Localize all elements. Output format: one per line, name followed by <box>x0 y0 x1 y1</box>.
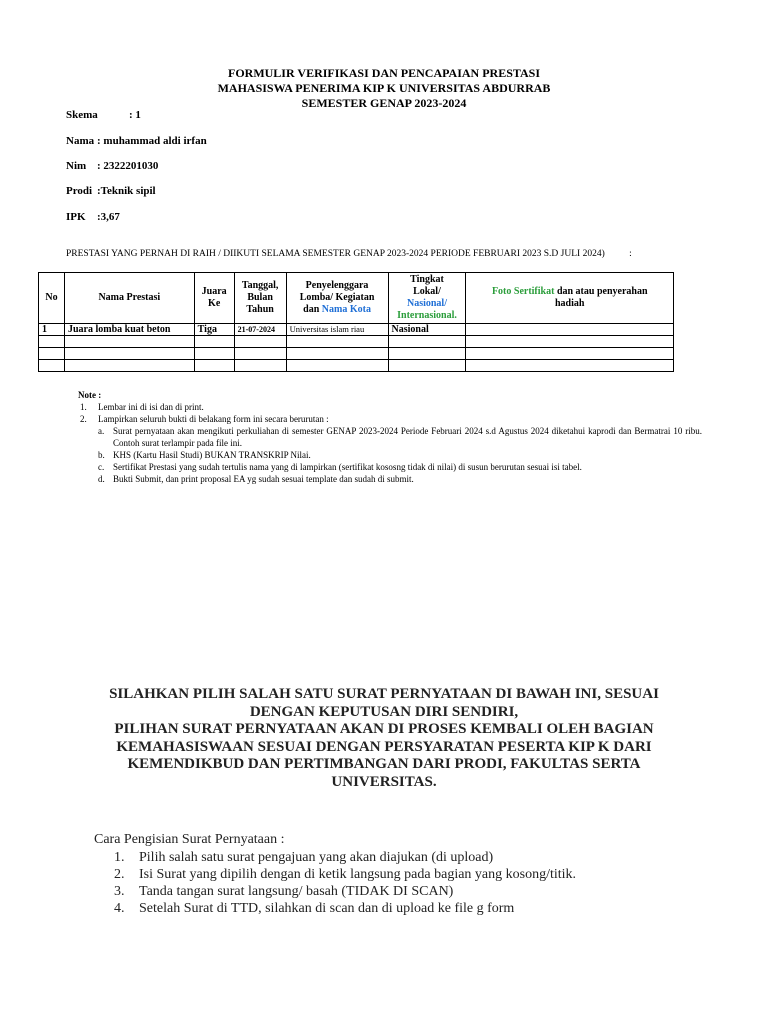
col-header-tingkat <box>388 273 466 324</box>
note-sub-c <box>98 461 702 473</box>
col-header-juara <box>194 273 234 324</box>
nim-value: : 2322201030 <box>97 160 159 172</box>
cell-nama-prestasi <box>64 360 194 372</box>
note-sub-d <box>98 473 702 485</box>
cell-juara: Tiga <box>194 324 234 336</box>
field-ipk <box>66 211 120 223</box>
note-sub-d-letter: d. <box>98 474 105 484</box>
cell-no <box>39 348 65 360</box>
title-line-2: MAHASISWA PENERIMA KIP K UNIVERSITAS ABDURRAB <box>217 81 551 95</box>
cara-item-text: Setelah Surat di TTD, silahkan di scan dan di upload ke file g form <box>139 901 515 916</box>
list-item <box>114 883 576 900</box>
col-header-penyelenggara <box>286 273 388 324</box>
col-header-tingkat-line3: Nasional/ <box>406 298 447 309</box>
cell-juara <box>194 336 234 348</box>
col-header-foto-sertifikat: Foto Sertifikat <box>491 286 555 297</box>
col-header-juara-line1: Juara <box>201 286 227 297</box>
cell-penyelenggara <box>286 360 388 372</box>
notice-line-2: DENGAN KEPUTUSAN DIRI SENDIRI, <box>249 703 519 720</box>
col-header-juara-line2: Ke <box>208 298 221 309</box>
cell-nama-prestasi <box>64 336 194 348</box>
note-sub-a-text: Surat pernyataan akan mengikuti perkuliahan di semester GENAP 2023-2024 Periode Februari 2024 s.d Agustus 2024 diketahui kaprodi dan Bermatrai 10 ribu. Contoh surat terlampir pada file ini. <box>113 426 702 448</box>
prodi-value: :Teknik sipil <box>97 185 156 197</box>
cell-foto <box>466 324 674 336</box>
nim-label: Nim <box>66 160 87 172</box>
cara-item-num: 4. <box>114 901 125 916</box>
cara-item-num: 3. <box>114 884 125 899</box>
notice-line-3: PILIHAN SURAT PERNYATAAN AKAN DI PROSES KEMBALI OLEH BAGIAN <box>114 721 654 737</box>
prodi-label: Prodi <box>66 185 93 197</box>
note-item-2-num: 2. <box>80 414 87 424</box>
note-item-1 <box>66 401 702 413</box>
notice-line-5: KEMENDIKBUD DAN PERTIMBANGAN DARI PRODI, FAKULTAS SERTA <box>127 756 641 772</box>
cell-no <box>39 360 65 372</box>
note-sub-c-text: Sertifikat Prestasi yang sudah tertulis nama yang di lampirkan (sertifikat kososng tidak di nilai) di susun berurutan sesuai isi tabel. <box>113 462 582 472</box>
cell-tanggal <box>234 336 286 348</box>
ipk-value: :3,67 <box>97 211 120 223</box>
col-header-tanggal-line1: Tanggal, <box>241 280 279 291</box>
cell-foto <box>466 336 674 348</box>
notes-section <box>66 389 702 485</box>
note-item-1-num: 1. <box>80 402 87 412</box>
table-row <box>39 360 674 372</box>
field-nim <box>66 160 158 172</box>
skema-label: Skema <box>66 109 98 121</box>
col-header-tanggal-line2: Bulan <box>247 292 273 303</box>
cell-no: 1 <box>39 324 65 336</box>
cara-item-text: Isi Surat yang dipilih dengan di ketik langsung pada bagian yang kosong/titik. <box>139 867 577 882</box>
note-sub-a <box>98 425 702 449</box>
col-header-foto-line2: hadiah <box>554 298 585 309</box>
col-header-penyelenggara-line1: Penyelenggara <box>305 280 369 291</box>
cell-foto <box>466 348 674 360</box>
cell-penyelenggara <box>286 336 388 348</box>
table-row <box>39 324 674 336</box>
note-item-2 <box>66 413 702 425</box>
table-header-row <box>39 273 674 324</box>
cara-title: Cara Pengisian Surat Pernyataan : <box>94 832 285 847</box>
cell-juara <box>194 360 234 372</box>
cell-juara <box>194 348 234 360</box>
col-header-penyelenggara-kota: Nama Kota <box>321 304 371 315</box>
table-row <box>39 336 674 348</box>
cell-penyelenggara <box>286 348 388 360</box>
cara-item-num: 2. <box>114 867 125 882</box>
list-item <box>114 866 576 883</box>
title-line-1: FORMULIR VERIFIKASI DAN PENCAPAIAN PRESTASI <box>227 66 541 80</box>
note-sub-a-letter: a. <box>98 426 105 436</box>
col-header-nama-prestasi: Nama Prestasi <box>64 273 194 324</box>
note-sub-b-text: KHS (Kartu Hasil Studi) BUKAN TRANSKRIP Nilai. <box>113 450 311 460</box>
col-header-no: No <box>39 273 65 324</box>
col-header-penyelenggara-dan: dan <box>303 304 320 315</box>
table-row <box>39 348 674 360</box>
notice-line-6: UNIVERSITAS. <box>331 773 437 790</box>
cell-tingkat: Nasional <box>388 324 466 336</box>
cell-foto <box>466 360 674 372</box>
form-title <box>0 66 768 111</box>
field-nama <box>66 135 207 147</box>
col-header-tanggal <box>234 273 286 324</box>
note-item-1-text: Lembar ini di isi dan di print. <box>98 402 204 412</box>
cell-penyelenggara: Universitas islam riau <box>286 324 388 336</box>
cara-item-text: Tanda tangan surat langsung/ basah (TIDAK DI SCAN) <box>139 884 454 899</box>
cara-list <box>114 849 576 917</box>
col-header-foto <box>466 273 674 324</box>
note-sub-b <box>98 449 702 461</box>
list-item <box>114 900 576 917</box>
notice-line-4: KEMAHASISWAAN SESUAI DENGAN PERSYARATAN PESERTA KIP K DARI <box>116 738 652 755</box>
note-sub-d-text: Bukti Submit, dan print proposal EA yg sudah sesuai template dan sudah di submit. <box>113 474 414 484</box>
note-item-2-text: Lampirkan seluruh bukti di belakang form ini secara berurutan : <box>98 414 329 424</box>
nama-value: : muhammad aldi irfan <box>97 135 207 147</box>
prestasi-heading-colon: : <box>629 249 632 259</box>
cell-tingkat <box>388 336 466 348</box>
note-sub-b-letter: b. <box>98 450 105 460</box>
notes-label: Note : <box>78 390 102 400</box>
col-header-tanggal-line3: Tahun <box>246 304 274 315</box>
prestasi-heading <box>66 249 632 259</box>
col-header-foto-penyerahan: dan atau penyerahan <box>556 286 648 297</box>
title-line-3: SEMESTER GENAP 2023-2024 <box>301 96 467 110</box>
list-item <box>114 849 576 866</box>
col-header-penyelenggara-line2: Lomba/ Kegiatan <box>299 292 375 303</box>
cell-tanggal <box>234 348 286 360</box>
notice-block <box>80 686 688 791</box>
skema-value: : 1 <box>129 109 141 121</box>
col-header-foto-line1 <box>469 286 670 298</box>
cell-tanggal <box>234 360 286 372</box>
field-skema <box>66 109 141 121</box>
notice-line-1: SILAHKAN PILIH SALAH SATU SURAT PERNYATAAN DI BAWAH INI, SESUAI <box>109 686 659 702</box>
cell-nama-prestasi: Juara lomba kuat beton <box>64 324 194 336</box>
cell-tanggal: 21-07-2024 <box>234 324 286 336</box>
prestasi-table <box>38 272 674 372</box>
cell-tingkat <box>388 348 466 360</box>
cara-item-text: Pilih salah satu surat pengajuan yang akan diajukan (di upload) <box>139 850 494 865</box>
ipk-label: IPK <box>66 211 86 223</box>
col-header-tingkat-line2: Lokal/ <box>413 286 441 297</box>
col-header-tingkat-line1: Tingkat <box>410 274 444 285</box>
cell-nama-prestasi <box>64 348 194 360</box>
col-header-penyelenggara-line3 <box>290 304 385 316</box>
cell-tingkat <box>388 360 466 372</box>
cell-no <box>39 336 65 348</box>
cara-item-num: 1. <box>114 850 125 865</box>
nama-label: Nama <box>66 135 95 147</box>
col-header-tingkat-line4: Internasional. <box>397 310 457 321</box>
prestasi-heading-text: PRESTASI YANG PERNAH DI RAIH / DIIKUTI SELAMA SEMESTER GENAP 2023-2024 PERIODE FEBRUARI 2023 S.D JULI 2024) <box>66 249 605 259</box>
field-prodi <box>66 185 156 197</box>
note-sub-c-letter: c. <box>98 462 105 472</box>
